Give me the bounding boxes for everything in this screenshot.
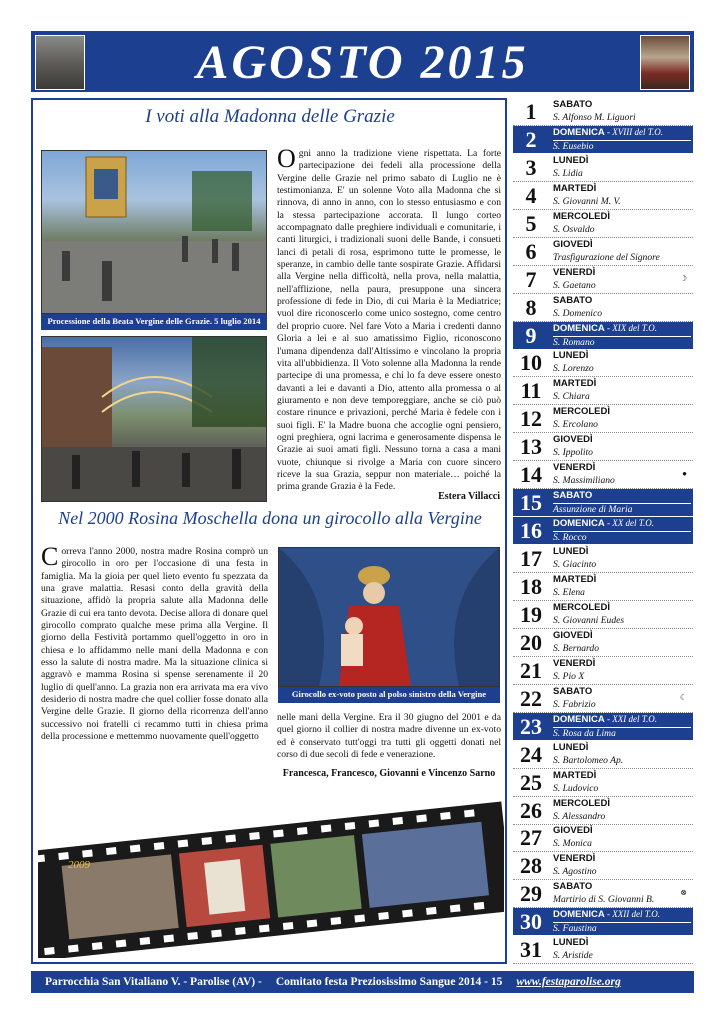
church-bell-tower-image: [35, 35, 85, 90]
weekday-name: GIOVEDÌ: [553, 238, 593, 250]
church-altar-image: [640, 35, 690, 90]
calendar-day-row: [513, 769, 693, 797]
day-number: 29: [520, 881, 542, 907]
calendar-day-row: [513, 182, 693, 210]
day-number: 4: [525, 182, 537, 208]
day-number: 26: [520, 797, 542, 823]
weekday-label: [553, 323, 657, 334]
saint-of-day: Martirio di S. Giovanni B.: [553, 894, 655, 906]
moon-phase-icon: ☾: [679, 692, 687, 702]
calendar-day-row: [513, 908, 693, 936]
article1-body: [277, 144, 501, 494]
day-number: 12: [520, 406, 542, 432]
weekday-label: [553, 742, 588, 753]
day-number: 9: [525, 322, 537, 348]
weekday-label: [553, 574, 596, 585]
calendar-day-row: [513, 154, 693, 182]
calendar-day-row: [513, 852, 693, 880]
saint-of-day: S. Pio X: [553, 670, 585, 682]
day-number: 13: [520, 434, 542, 460]
day-number: 8: [525, 294, 537, 320]
day-number: 5: [525, 210, 537, 236]
day-number: 2: [525, 126, 537, 152]
saint-of-day: S. Gaetano: [553, 279, 596, 291]
header-banner: [31, 31, 694, 92]
day-number: 27: [520, 825, 542, 851]
calendar-day-row: [513, 294, 693, 322]
weekday-label: [553, 434, 593, 445]
day-number: 3: [525, 154, 537, 180]
article2-signature: Francesca, Francesco, Giovanni e Vincenzo Sarno: [282, 768, 496, 779]
weekday-name: MARTEDÌ: [553, 769, 597, 781]
calendar-day-row: [513, 880, 693, 908]
calendar-day-row: [513, 489, 693, 517]
procession-scene-illustration: [42, 151, 266, 313]
saint-of-day: S. Bartolomeo Ap.: [553, 754, 624, 766]
saint-of-day: S. Agostino: [553, 866, 597, 878]
madonna-statue-photo: [278, 547, 500, 687]
saint-of-day: S. Chiara: [553, 391, 590, 403]
day-number: 15: [520, 490, 542, 516]
weekday-label: [553, 798, 610, 809]
day-number: 22: [520, 685, 542, 711]
weekday-name: VENERDÌ: [553, 657, 596, 669]
day-number: 14: [520, 462, 542, 488]
footer-committee: Comitato festa Preziosissimo Sangue 2014 - 15: [275, 976, 503, 988]
saint-of-day: S. Ippolito: [553, 447, 593, 459]
weekday-name: MARTEDÌ: [553, 573, 597, 585]
page-title: AGOSTO 2015: [196, 36, 529, 89]
calendar-day-row: [513, 545, 693, 573]
weekday-name: SABATO: [553, 685, 593, 697]
weekday-label: [553, 853, 595, 864]
calendar-day-row: [513, 461, 693, 489]
article1-text: gni anno la tradizione viene rispettata. La forte partecipazione dei fedeli alla processione della Vergine delle Grazie nel primo sabato di Luglio ne è testimonianza. E' un solenne Voto alla Madonna che si rinnova, di anno in anno, con lo stesso entusiasmo e con la stessa partecipazione accorata. Il lungo corteo accompagnato dalle preghiere individuali e comunitarie, i canti liturgici, i tradizionali suoni delle Bande, i consueti lanci di petali di rosa, esprimono tutte le promesse, le speranze, in cambio delle tante sospirate Grazie. Affidarsi alla Vergine nella difficoltà, nella prova, nella malattia, nell'afflizione, nella paura, presuppone una sincera professione di fede in Dio, di cui Maria è la Mediatrice; vuol dire riconoscerlo come unico sostegno, come centro del proprio cuore. Nel fare Voto a Maria i credenti danno Gloria a lei e al suo amatissimo Figlio, riconoscono l'umana dipendenza dall'Altissimo e vincolano la propria vita all'ubbidienza. Il Voto solenne alla Madonna la rende partecipe di una promessa, e chi lo fa deve essere onesto davanti a lei e davanti a Dio, attento alla promessa o al giuramento e non deve temporeggiare, anche se ciò può costare rinunce e privazioni, perché Maria è fedele con i suoi figli. E' la Madre buona che accoglie ogni pensiero, ogni preghiera, ogni lacrima e generosamente dispensa le Grazie ai suoi amati figli. Nessuno torna a casa a mani vuote, chiunque si rivolge a Maria con cuore sincero riceve la sua Grazia, seppur non materiale… poiché la prima grande Grazia è la Fede.: [277, 148, 501, 493]
saint-of-day: Assunzione di Maria: [553, 503, 691, 515]
weekday-label: [553, 770, 596, 781]
day-number: 24: [520, 741, 542, 767]
calendar-day-row: [513, 797, 693, 825]
day-number: 21: [520, 657, 542, 683]
article1-signature: Estera Villacci: [438, 491, 500, 502]
calendar-day-row: [513, 741, 693, 769]
day-number: 30: [520, 909, 542, 935]
procession-photo: [41, 150, 267, 314]
day-number: 28: [520, 853, 542, 879]
weekday-label: [553, 630, 593, 641]
weekday-label: [553, 490, 592, 501]
day-number: 7: [525, 266, 537, 292]
saint-of-day: S. Giacinto: [553, 559, 597, 571]
liturgical-sunday-label: - XIX del T.O.: [604, 322, 658, 333]
weekday-label: [553, 350, 588, 361]
saint-of-day: S. Ludovico: [553, 782, 599, 794]
weekday-label: [553, 295, 592, 306]
calendar-day-row: [513, 824, 693, 852]
calendar-day-row: [513, 685, 693, 713]
saint-of-day: S. Bernardo: [553, 642, 600, 654]
saint-of-day: S. Alfonso M. Liguori: [553, 112, 636, 123]
calendar-day-row: [513, 936, 693, 964]
weekday-label: [553, 127, 663, 138]
footer-parish: Parrocchia San Vitaliano V. - Parolise (AV) -: [45, 976, 262, 988]
weekday-name: SABATO: [553, 490, 593, 502]
weekday-name: LUNEDÌ: [553, 546, 589, 558]
weekday-label: [553, 99, 592, 110]
article2-text-left: orreva l'anno 2000, nostra madre Rosina comprò un girocollo in oro per l'occasione di una festa in famiglia. Ma la gioia per quel lieto evento fu spezzata da una grave malattia. Resasi conto della gravità della situazione, affidò la propria salute alla Madonna delle Grazie di cui era tanto devota. Decise allora di donare quel girocollo comprato qualche mese prima alla Vergine. Il giorno della Festività portammo quell'oggetto in oro in chiesa e lo affidammo nelle mani della Madonna e con esso la salute di nostra madre. Ma la situazione clinica si aggravò e mamma Rosina si spense serenamente il 20 luglio di quell'anno. La grazia non era arrivata ma era vivo desiderio di nostra madre che quel collier fosse donato alla Vergine delle Grazie. Il giorno della ricorrenza dell'anno successivo noi fratelli ci recammo tutti in chiesa prima della processione e mettemmo nuovamente quell'oggetto: [41, 546, 268, 743]
weekday-label: [553, 937, 588, 948]
saint-of-day: Trasfigurazione del Signore: [553, 251, 660, 263]
weekday-name: MARTEDÌ: [553, 182, 597, 194]
moon-phase-icon: ⊗: [680, 888, 687, 898]
weekday-label: [553, 267, 595, 278]
weekday-name: GIOVEDÌ: [553, 629, 593, 641]
footer-website-link[interactable]: www.festaparolise.org: [516, 976, 621, 988]
day-number: 10: [520, 350, 542, 376]
weekday-label: [553, 183, 596, 194]
saint-of-day: S. Giovanni Eudes: [553, 614, 625, 626]
saint-of-day: S. Fabrizio: [553, 698, 596, 710]
weekday-label: [553, 211, 610, 222]
saint-of-day: S. Rocco: [553, 531, 691, 543]
day-number: 18: [520, 573, 542, 599]
calendar-day-row: [513, 713, 693, 741]
article1-dropcap: O: [277, 144, 296, 173]
calendar-day-row: [513, 573, 693, 601]
moon-phase-icon: ●: [682, 469, 687, 479]
weekday-name: SABATO: [553, 294, 593, 306]
footer-bar: [31, 971, 694, 993]
weekday-name: MERCOLEDÌ: [553, 406, 610, 418]
evening-procession-photo: [41, 336, 267, 502]
weekday-name: GIOVEDÌ: [553, 825, 593, 837]
day-number: 11: [520, 378, 542, 404]
weekday-label: [553, 406, 610, 417]
weekday-name: LUNEDÌ: [553, 937, 589, 949]
article1-title: I voti alla Madonna delle Grazie: [145, 106, 395, 127]
weekday-label: [553, 239, 593, 250]
article2-body-right: nelle mani della Vergine. Era il 30 giugno del 2001 e da quel giorno il collier di nostra madre divenne un ex-voto ed è conservato tutt'oggi tra tutti gli oggetti donati nel corso di due secoli di fede e venerazione.: [277, 712, 501, 761]
calendar-day-row: [513, 377, 693, 405]
weekday-label: [553, 909, 660, 920]
saint-of-day: S. Osvaldo: [553, 223, 595, 235]
saint-of-day: S. Giovanni M. V.: [553, 195, 621, 207]
weekday-name: MARTEDÌ: [553, 378, 597, 390]
calendar-day-row: [513, 517, 693, 545]
weekday-label: [553, 686, 592, 697]
weekday-label: [553, 518, 654, 529]
liturgical-sunday-label: - XX del T.O.: [604, 518, 655, 529]
weekday-name: VENERDÌ: [553, 462, 596, 474]
madonna-photo-caption: Girocollo ex-voto posto al polso sinistro della Vergine: [278, 687, 500, 703]
film-strip-illustration: [38, 798, 504, 958]
saint-of-day: S. Lorenzo: [553, 363, 594, 375]
calendar-day-row: [513, 601, 693, 629]
weekday-name: DOMENICA: [553, 126, 605, 138]
day-number: 17: [520, 546, 542, 572]
calendar-day-row: [513, 238, 693, 266]
weekday-label: [553, 714, 657, 725]
procession-photo-caption: Processione della Beata Vergine delle Grazie. 5 luglio 2014: [41, 314, 267, 330]
article2-title: Nel 2000 Rosina Moschella dona un girocollo alla Vergine: [58, 508, 482, 528]
day-number: 19: [520, 601, 542, 627]
weekday-name: LUNEDÌ: [553, 741, 589, 753]
saint-of-day: S. Monica: [553, 838, 592, 850]
film-year-label: 2009: [68, 859, 90, 871]
liturgical-sunday-label: - XXII del T.O.: [604, 909, 661, 920]
weekday-name: SABATO: [553, 881, 593, 893]
saint-of-day: S. Massimiliano: [553, 475, 615, 487]
weekday-name: DOMENICA: [553, 909, 605, 921]
day-number: 31: [520, 937, 542, 963]
calendar-day-row: [513, 349, 693, 377]
article2-dropcap: C: [41, 542, 59, 571]
weekday-name: MERCOLEDÌ: [553, 601, 610, 613]
weekday-label: [553, 155, 588, 166]
weekday-name: DOMENICA: [553, 713, 605, 725]
day-number: 16: [520, 518, 542, 544]
weekday-label: [553, 881, 592, 892]
film-strip-collage: [38, 798, 504, 958]
weekday-label: [553, 462, 595, 473]
saint-of-day: S. Rosa da Lima: [553, 727, 691, 739]
calendar-day-row: [513, 210, 693, 238]
calendar-day-row: [513, 405, 693, 433]
weekday-label: [553, 378, 596, 389]
weekday-name: LUNEDÌ: [553, 154, 589, 166]
weekday-name: DOMENICA: [553, 322, 605, 334]
article2-body-left: [41, 542, 268, 744]
weekday-name: MERCOLEDÌ: [553, 210, 610, 222]
saint-of-day: S. Romano: [553, 336, 691, 348]
weekday-label: [553, 658, 595, 669]
weekday-name: GIOVEDÌ: [553, 434, 593, 446]
day-number: 1: [525, 99, 537, 124]
madonna-statue-illustration: [279, 548, 499, 686]
weekday-name: SABATO: [553, 99, 593, 110]
saint-of-day: S. Faustina: [553, 922, 691, 934]
saint-of-day: S. Ercolano: [553, 419, 598, 431]
calendar-day-row: [513, 126, 693, 154]
weekday-name: MERCOLEDÌ: [553, 797, 610, 809]
saint-of-day: S. Eusebio: [553, 140, 691, 152]
saint-of-day: S. Domenico: [553, 307, 603, 319]
calendar-day-row: [513, 98, 693, 126]
day-number: 6: [525, 238, 537, 264]
saint-of-day: S. Lidia: [553, 167, 583, 179]
day-number: 23: [520, 713, 542, 739]
weekday-name: DOMENICA: [553, 518, 605, 530]
weekday-label: [553, 602, 610, 613]
moon-phase-icon: ☽: [679, 273, 687, 283]
saint-of-day: S. Alessandro: [553, 810, 606, 822]
weekday-label: [553, 825, 593, 836]
calendar-day-row: [513, 629, 693, 657]
calendar-day-row: [513, 322, 693, 350]
evening-street-illustration: [42, 337, 266, 501]
saint-of-day: S. Elena: [553, 586, 585, 598]
liturgical-sunday-label: - XVIII del T.O.: [604, 126, 664, 137]
day-number: 20: [520, 629, 542, 655]
weekday-name: LUNEDÌ: [553, 350, 589, 362]
calendar-day-row: [513, 433, 693, 461]
calendar-day-row: [513, 266, 693, 294]
day-number: 25: [520, 769, 542, 795]
weekday-name: VENERDÌ: [553, 266, 596, 278]
calendar-day-row: [513, 657, 693, 685]
weekday-name: VENERDÌ: [553, 853, 596, 865]
liturgical-sunday-label: - XXI del T.O.: [604, 713, 658, 724]
saint-of-day: S. Aristide: [553, 950, 593, 962]
weekday-label: [553, 546, 588, 557]
